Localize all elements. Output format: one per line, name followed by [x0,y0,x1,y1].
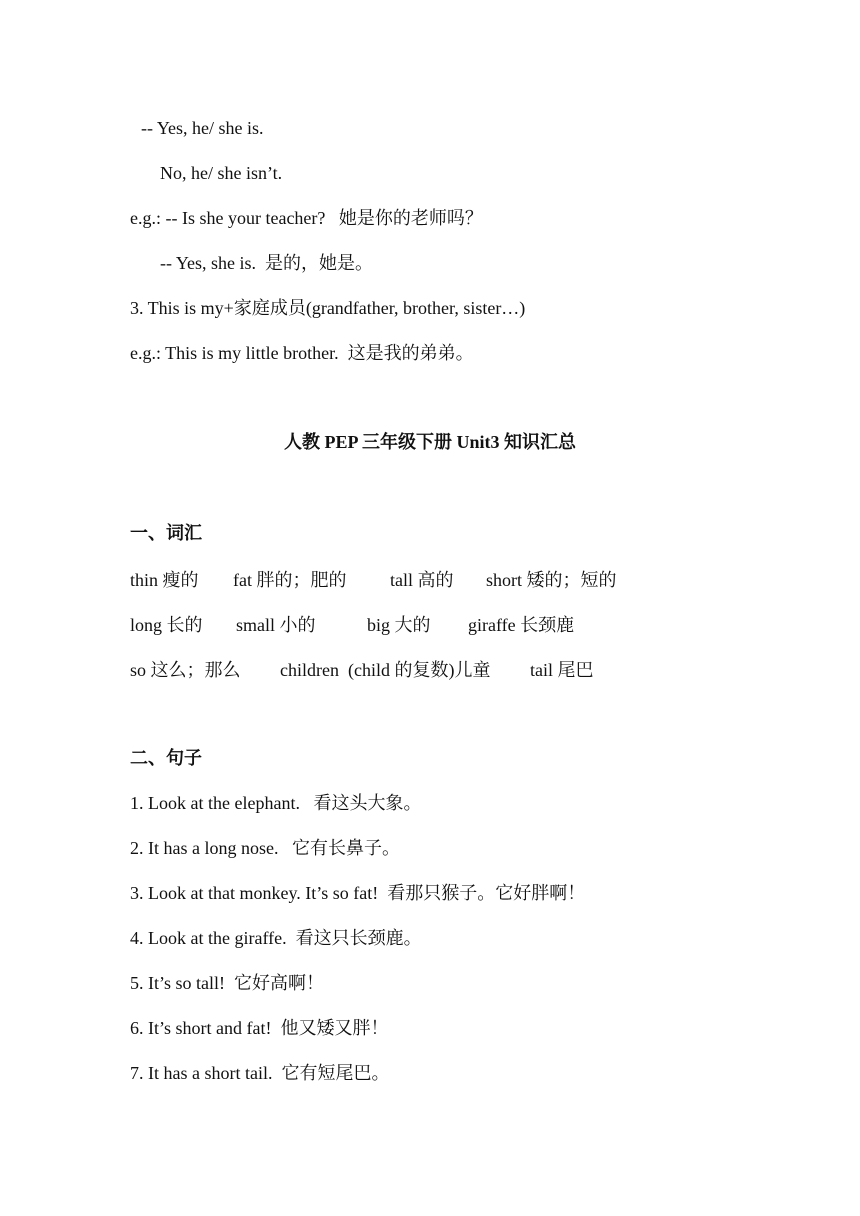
sentences-heading: 二、句子 [130,748,202,768]
vocab-heading: 一、词汇 [130,523,202,543]
sentence-item: 5. It’s so tall! 它好高啊！ [130,973,324,993]
sentence-item: 4. Look at the giraffe. 看这只长颈鹿。 [130,928,422,948]
example-1-answer: -- Yes, she is. 是的，她是。 [160,253,374,273]
sentence-item: 2. It has a long nose. 它有长鼻子。 [130,838,400,858]
answer-yes: -- Yes, he/ she is. [141,118,264,138]
sentence-item: 7. It has a short tail. 它有短尾巴。 [130,1063,390,1083]
vocab-item: small 小的 [236,615,316,635]
sentence-item: 6. It’s short and fat! 他又矮又胖！ [130,1018,389,1038]
example-1-question: e.g.: -- Is she your teacher? 她是你的老师吗？ [130,208,483,228]
vocab-item: so 这么；那么 [130,660,241,680]
vocab-item: children (child 的复数)儿童 [280,660,491,680]
vocab-item: tall 高的 [390,570,454,590]
sentence-item: 1. Look at the elephant. 看这头大象。 [130,793,422,813]
answer-no: No, he/ she isn’t. [160,163,283,183]
vocab-item: long 长的 [130,615,203,635]
vocab-item: thin 瘦的 [130,570,199,590]
page-title: 人教 PEP 三年级下册 Unit3 知识汇总 [283,432,576,452]
pattern-3: 3. This is my+家庭成员(grandfather, brother, sister…) [130,298,526,318]
vocab-item: giraffe 长颈鹿 [468,615,575,635]
vocab-item: fat 胖的；肥的 [233,570,347,590]
vocab-item: tail 尾巴 [530,660,594,680]
example-3: e.g.: This is my little brother. 这是我的弟弟。 [130,343,474,363]
vocab-item: big 大的 [367,615,431,635]
sentence-item: 3. Look at that monkey. It’s so fat! 看那只猴子。它好胖啊！ [130,883,586,903]
vocab-item: short 矮的；短的 [486,570,617,590]
